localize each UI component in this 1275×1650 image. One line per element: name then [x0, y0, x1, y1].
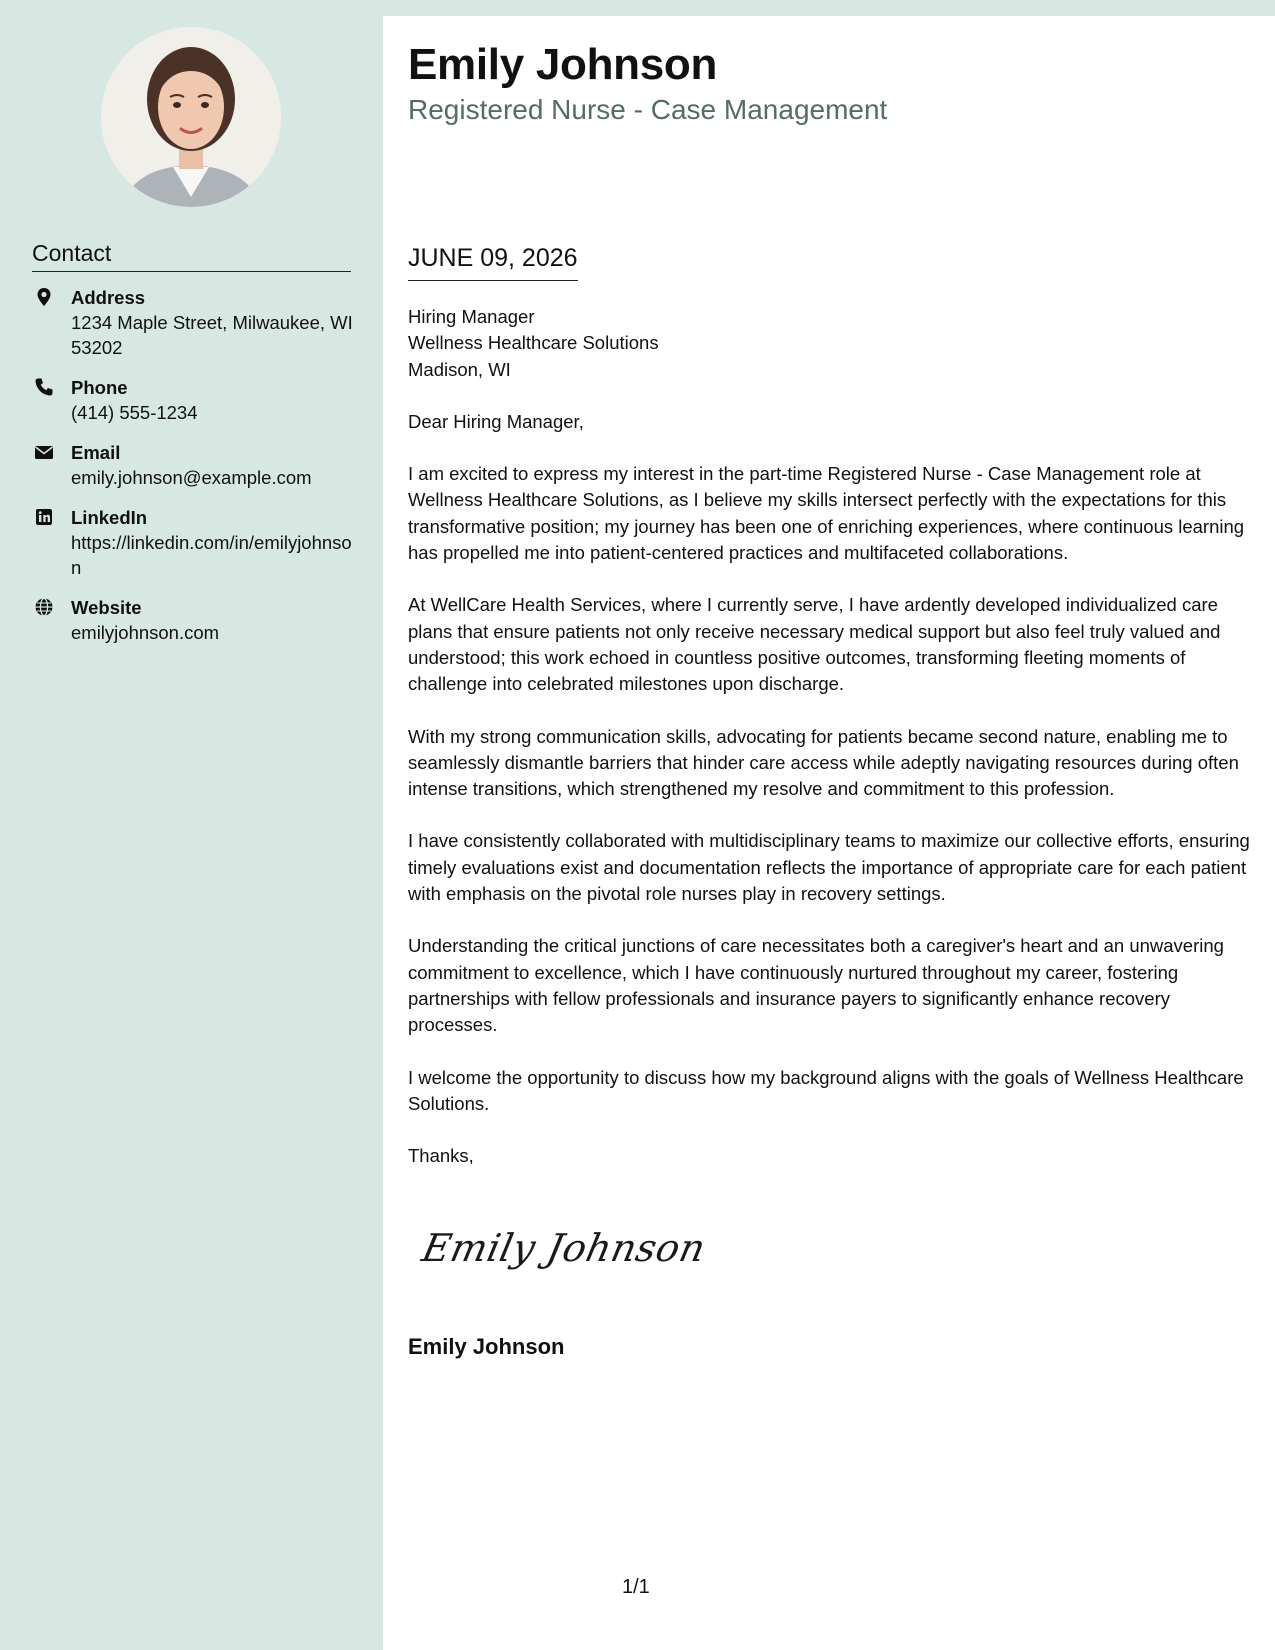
body-paragraph: Understanding the critical junctions of care necessitates both a caregiver's heart and an unwavering commitment to excellence, which I have continuously nurtured throughout my career, fostering partnerships with fellow professionals and insurance payers to significantly enhance recovery processes.: [408, 935, 1224, 1036]
page-number: 1/1: [622, 1576, 650, 1598]
body-paragraph: At WellCare Health Services, where I currently serve, I have ardently developed individualized care plans that ensure patients not only receive necessary medical support but also feel truly valued and understood; this work echoed in countless positive outcomes, transforming fleeting moments of challenge into celebrated milestones upon discharge.: [408, 594, 1221, 695]
globe-icon: [34, 597, 54, 617]
signature: Emily Johnson: [418, 1226, 710, 1270]
contact-label: Phone: [71, 377, 128, 398]
linkedin-icon: [34, 507, 54, 527]
phone-icon: [34, 377, 54, 397]
contact-item-linkedin: [32, 506, 354, 580]
map-pin-icon: [34, 287, 54, 307]
address-value: 1234 Maple Street, Milwaukee, WI 53202: [71, 312, 353, 358]
avatar: [101, 27, 281, 207]
phone-value[interactable]: (414) 555-1234: [71, 402, 198, 423]
letter-page: [383, 16, 1275, 1650]
contact-item-address: [32, 286, 354, 360]
sidebar: [0, 0, 383, 1650]
contact-item-email: [32, 441, 354, 490]
signed-name: Emily Johnson: [408, 1334, 565, 1359]
email-value[interactable]: emily.johnson@example.com: [71, 467, 312, 488]
contact-label: LinkedIn: [71, 507, 148, 528]
closing: Thanks,: [408, 1145, 474, 1167]
body-paragraph: I welcome the opportunity to discuss how my background aligns with the goals of Wellness Healthcare Solutions.: [408, 1066, 1244, 1114]
body-paragraph: I have consistently collaborated with multidisciplinary teams to maximize our collective efforts, ensuring timely evaluations exist and documentation reflects the importance of appropriate care for each patient with emphasis on the pivotal role nurses play in recovery settings.: [408, 830, 1250, 905]
recipient-line: Madison, WI: [408, 358, 511, 380]
contact-label: Website: [71, 597, 142, 618]
website-value[interactable]: emilyjohnson.com: [71, 622, 220, 643]
recipient-line: Wellness Healthcare Solutions: [408, 332, 659, 354]
envelope-icon: [34, 442, 54, 462]
recipient-block: [408, 304, 1253, 383]
contact-label: Email: [71, 442, 121, 463]
job-title: Registered Nurse - Case Management: [408, 94, 888, 125]
contact-list: [32, 286, 354, 661]
applicant-name: Emily Johnson: [408, 40, 718, 89]
letter-date: JUNE 09, 2026: [408, 244, 578, 281]
body-paragraph: I am excited to express my interest in the part-time Registered Nurse - Case Management role at Wellness Healthcare Solutions, as I believe my skills intersect perfectly with the expectations for this transformative position; my journey has been one of enriching experiences, where continuous learning has propelled me into patient-centered practices and multifaceted collaborations.: [408, 463, 1245, 564]
contact-item-phone: [32, 376, 354, 425]
contact-heading: Contact: [32, 240, 351, 272]
contact-item-website: [32, 596, 354, 645]
salutation: Dear Hiring Manager,: [408, 410, 584, 432]
linkedin-value[interactable]: https://linkedin.com/in/emilyjohnson: [71, 532, 352, 578]
contact-label: Address: [71, 287, 146, 308]
letter-body: [408, 304, 1253, 1195]
body-paragraph: With my strong communication skills, advocating for patients became second nature, enabling me to seamlessly dismantle barriers that hinder care access while adeptly navigating resources during often intense transitions, which strengthened my resolve and commitment to this profession.: [408, 725, 1239, 800]
avatar-photo-icon: [101, 27, 281, 207]
recipient-line: Hiring Manager: [408, 306, 535, 327]
